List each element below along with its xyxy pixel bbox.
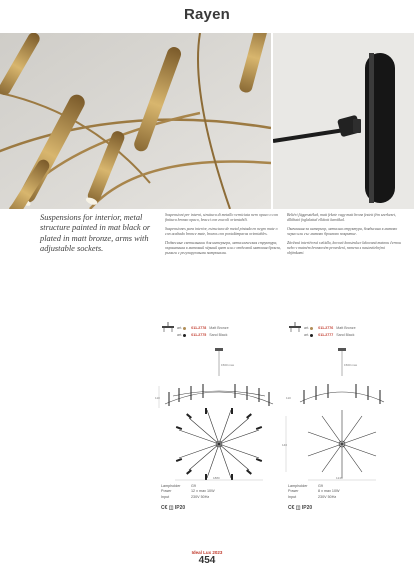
certification-marks: C€ ◫ IP20 bbox=[161, 505, 186, 511]
technical-drawing bbox=[282, 346, 402, 481]
article-prefix: art. bbox=[177, 333, 183, 337]
spec-value: G9 bbox=[191, 484, 196, 488]
description-paragraph: Závěsná interiérová svítidla, kovová konstrukce lakovaná matnou černou nebo v matném bronzovém provedení, ramena s nastavitelnými objímkami. bbox=[287, 241, 401, 255]
description-paragraph: Подвесные светильники для интерьера, металлическая структура, окрашенная в матовый чёрный цвет или с отделкой матовая бронза, рычаги с регулируемыми патронами. bbox=[165, 241, 281, 255]
pendant-lamp-icon bbox=[161, 322, 175, 334]
finish-label: Matt Bronze bbox=[336, 326, 356, 330]
spec-value: G9 bbox=[318, 484, 323, 488]
finish-label: Matt Bronze bbox=[209, 326, 229, 330]
dimension-drop: 1500 max bbox=[221, 363, 235, 367]
spec-label: Lampholder bbox=[288, 484, 308, 488]
footer-brand: Ideal Lux 2023 bbox=[191, 550, 223, 555]
spec-value: 230V 50Hz bbox=[191, 494, 210, 499]
article-prefix: art. bbox=[304, 333, 310, 337]
description-column-2 bbox=[287, 213, 403, 260]
article-code-line bbox=[177, 333, 227, 337]
description-paragraph: Sospensioni per interni, struttura di metallo verniciata nero opaco o con finitura bronzo opaco, bracci con zoccoli orientabili. bbox=[165, 213, 278, 222]
dimension-width: 1240 bbox=[336, 476, 343, 480]
color-swatch-bronze bbox=[310, 327, 313, 330]
spec-label: Power bbox=[161, 489, 172, 494]
technical-drawing bbox=[155, 346, 275, 481]
description-paragraph: Suspensiones para interior, estructura de metal pintada en negro mate o con acabado bronce mate, brazos con portalámparas orientables. bbox=[165, 227, 278, 236]
article-prefix: art. bbox=[304, 326, 310, 330]
description-paragraph: Beltéri függesztékek, matt fekete vagy matt bronz festett fém szerkezet, állítható foglalattal ellátott karokkal. bbox=[287, 213, 396, 222]
page-title: Rayen bbox=[183, 6, 231, 23]
spec-label: Lampholder bbox=[161, 484, 181, 488]
dimension-width: 1880 bbox=[213, 476, 220, 480]
spec-value: 230V 50Hz bbox=[318, 494, 337, 499]
color-swatch-black bbox=[183, 334, 186, 337]
product-photo-black-detail bbox=[273, 33, 414, 209]
finish-label: Sand Black bbox=[336, 333, 355, 337]
description-paragraph: Окачвания за интериор, метална структура, боядисана в матово черно или със матово бронзово покритие. bbox=[287, 227, 398, 236]
article-code-line bbox=[177, 326, 229, 330]
spec-label: Input bbox=[161, 494, 170, 499]
article-code-line bbox=[304, 333, 354, 337]
dimension-height: 110 bbox=[286, 396, 291, 400]
article-code: 011-2776 bbox=[318, 326, 334, 330]
pendant-lamp-icon bbox=[288, 322, 302, 334]
spec-table bbox=[161, 484, 215, 500]
article-code: 011-2777 bbox=[318, 333, 334, 337]
page-number: 454 bbox=[198, 555, 216, 566]
spec-label: Input bbox=[288, 494, 297, 499]
article-code-line bbox=[304, 326, 356, 330]
finish-label: Sand Black bbox=[209, 333, 228, 337]
article-prefix: art. bbox=[177, 326, 183, 330]
article-code: 011-2775 bbox=[191, 333, 207, 337]
spec-row bbox=[288, 495, 340, 500]
product-block-1 bbox=[155, 322, 275, 517]
spec-value: 8 x max 10W bbox=[318, 489, 340, 494]
lead-description: Suspensions for interior, metal structure painted in mat black or plated in matt bronze, arms with adjustable sockets. bbox=[40, 213, 151, 253]
spec-value: 12 x max 10W bbox=[191, 489, 215, 494]
dimension-side: 140 bbox=[282, 443, 288, 447]
product-block-2 bbox=[282, 322, 402, 517]
product-photo-bronze bbox=[0, 33, 271, 209]
dimension-drop: 1500 max bbox=[344, 363, 358, 367]
description-column-1 bbox=[165, 213, 281, 260]
color-swatch-bronze bbox=[183, 327, 186, 330]
spec-label: Power bbox=[288, 489, 299, 494]
certification-marks: C€ ◫ IP20 bbox=[288, 505, 313, 511]
spec-table bbox=[288, 484, 340, 500]
color-swatch-black bbox=[310, 334, 313, 337]
spec-row bbox=[161, 495, 215, 500]
article-code: 011-2778 bbox=[191, 326, 207, 330]
dimension-height: 110 bbox=[155, 396, 160, 400]
